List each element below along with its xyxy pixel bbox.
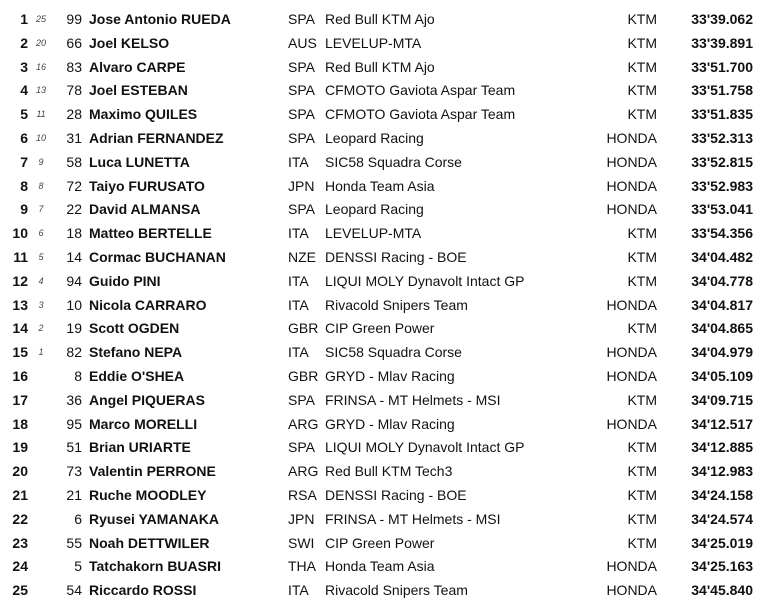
rider-number-cell: 54 [66,582,82,599]
rider-name-cell: Luca LUNETTA [89,153,190,170]
time-cell: 34'04.817 [691,296,753,313]
rider-name-cell: Adrian FERNANDEZ [89,130,224,146]
manufacturer-cell: HONDA [606,344,657,361]
team-cell: Honda Team Asia [325,177,435,194]
nationality-cell: GBR [288,368,319,384]
manufacturer-cell: HONDA [606,415,657,432]
time-cell: 33'51.700 [691,58,753,75]
rider-number-cell: 5 [74,558,82,575]
result-row [0,55,765,79]
rider-name-cell: Nicola CARRARO [89,296,207,313]
time-cell: 34'04.865 [691,320,753,337]
position-cell: 8 [20,177,28,194]
rider-number-cell: 6 [74,510,82,527]
team-cell: SIC58 Squadra Corse [325,344,462,361]
position-cell: 11 [13,249,28,265]
result-row [0,578,765,602]
team-cell: LEVELUP-MTA [325,225,422,242]
position-cell: 3 [20,58,28,75]
time-cell: 34'24.574 [691,510,753,527]
rider-name-cell: Noah DETTWILER [89,534,210,551]
team-cell: Leopard Racing [325,130,424,146]
points-cell: 1 [38,347,44,358]
nationality-cell: JPN [288,510,315,527]
rider-name-cell: Joel ESTEBAN [89,82,188,99]
points-cell: 13 [35,85,46,96]
position-cell: 13 [12,296,28,313]
nationality-cell: ITA [288,153,309,170]
position-cell: 21 [12,487,28,503]
position-cell: 6 [20,130,28,146]
time-cell: 33'54.356 [691,225,753,242]
position-cell: 16 [12,368,28,384]
nationality-cell: SPA [288,439,315,456]
team-cell: GRYD - Mlav Racing [325,368,455,384]
rider-name-cell: Scott OGDEN [89,320,180,337]
rider-name-cell: Taiyo FURUSATO [89,177,205,194]
result-row [0,245,765,269]
rider-number-cell: 83 [66,58,82,75]
team-cell: DENSSI Racing - BOE [325,487,467,503]
manufacturer-cell: HONDA [606,153,657,170]
points-cell: 10 [35,133,46,143]
rider-name-cell: Ruche MOODLEY [89,487,207,503]
rider-number-cell: 36 [66,391,82,408]
manufacturer-cell: HONDA [606,177,657,194]
team-cell: GRYD - Mlav Racing [325,415,455,432]
points-cell: 5 [38,252,44,262]
result-row [0,293,765,317]
time-cell: 34'12.885 [691,439,753,456]
team-cell: CIP Green Power [325,320,435,337]
result-row [0,364,765,388]
rider-name-cell: Valentin PERRONE [89,463,216,480]
points-cell: 3 [38,299,44,310]
time-cell: 34'04.482 [691,249,753,265]
rider-name-cell: Stefano NEPA [89,344,183,361]
rider-name-cell: David ALMANSA [89,201,201,218]
position-cell: 12 [12,272,28,289]
points-cell: 2 [38,323,44,334]
rider-number-cell: 10 [66,296,82,313]
rider-number-cell: 99 [66,11,82,27]
nationality-cell: ITA [288,296,309,313]
rider-number-cell: 21 [66,487,82,503]
manufacturer-cell: HONDA [606,558,657,575]
time-cell: 34'04.778 [691,272,753,289]
manufacturer-cell: KTM [627,82,657,99]
rider-name-cell: Tatchakorn BUASRI [89,558,221,575]
manufacturer-cell: KTM [627,34,657,51]
points-cell: 8 [38,180,44,191]
time-cell: 34'25.019 [691,534,753,551]
rider-name-cell: Ryusei YAMANAKA [89,510,219,527]
result-row [0,7,765,31]
points-cell: 16 [35,61,46,72]
result-row [0,507,765,531]
nationality-cell: SPA [288,11,315,27]
points-cell: 9 [38,156,44,167]
team-cell: Leopard Racing [325,201,424,218]
result-row [0,531,765,555]
points-cell: 25 [35,14,46,24]
time-cell: 33'39.891 [691,34,753,51]
time-cell: 34'05.109 [691,368,753,384]
rider-name-cell: Marco MORELLI [89,415,198,432]
nationality-cell: THA [288,558,316,575]
result-row [0,554,765,578]
nationality-cell: ITA [288,272,309,289]
manufacturer-cell: HONDA [606,368,657,384]
time-cell: 33'53.041 [691,201,753,218]
rider-name-cell: Eddie O'SHEA [89,368,185,384]
position-cell: 10 [12,225,28,242]
position-cell: 14 [12,320,28,337]
position-cell: 17 [12,391,28,408]
nationality-cell: SPA [288,82,315,99]
nationality-cell: AUS [288,34,317,51]
time-cell: 34'04.979 [691,344,753,361]
manufacturer-cell: KTM [627,487,657,503]
rider-name-cell: Angel PIQUERAS [89,391,205,408]
rider-name-cell: Maximo QUILES [89,106,198,123]
rider-number-cell: 51 [66,439,82,456]
time-cell: 34'09.715 [691,391,753,408]
nationality-cell: ITA [288,582,309,599]
manufacturer-cell: KTM [627,272,657,289]
rider-number-cell: 8 [74,368,82,384]
team-cell: SIC58 Squadra Corse [325,153,462,170]
position-cell: 2 [20,34,28,51]
team-cell: CFMOTO Gaviota Aspar Team [325,82,516,99]
result-row [0,435,765,459]
nationality-cell: SPA [288,58,315,75]
result-row [0,150,765,174]
manufacturer-cell: KTM [627,58,657,75]
manufacturer-cell: KTM [627,439,657,456]
rider-number-cell: 22 [66,201,82,218]
result-row [0,31,765,55]
nationality-cell: SPA [288,391,315,408]
time-cell: 34'45.840 [691,582,753,599]
points-cell: 7 [38,204,44,215]
result-row [0,388,765,412]
result-row [0,316,765,340]
manufacturer-cell: KTM [627,463,657,480]
manufacturer-cell: HONDA [606,582,657,599]
nationality-cell: NZE [288,249,316,265]
rider-name-cell: Brian URIARTE [89,439,191,456]
nationality-cell: SPA [288,130,315,146]
rider-name-cell: Cormac BUCHANAN [89,249,226,265]
rider-name-cell: Jose Antonio RUEDA [89,11,231,27]
position-cell: 22 [12,510,28,527]
result-row [0,483,765,507]
manufacturer-cell: KTM [627,320,657,337]
nationality-cell: SPA [288,106,315,123]
rider-name-cell: Alvaro CARPE [89,58,186,75]
points-cell: 20 [35,37,46,48]
nationality-cell: ITA [288,344,309,361]
time-cell: 33'51.835 [691,106,753,123]
position-cell: 15 [12,344,28,361]
rider-name-cell: Joel KELSO [89,34,170,51]
team-cell: CFMOTO Gaviota Aspar Team [325,106,516,123]
team-cell: CIP Green Power [325,534,435,551]
position-cell: 9 [20,201,28,218]
team-cell: LEVELUP-MTA [325,34,422,51]
points-cell: 4 [38,275,44,286]
rider-number-cell: 18 [66,225,82,242]
team-cell: Red Bull KTM Ajo [325,58,435,75]
rider-name-cell: Riccardo ROSSI [89,582,197,599]
manufacturer-cell: KTM [627,225,657,242]
result-row [0,102,765,126]
rider-number-cell: 28 [66,106,82,123]
rider-number-cell: 19 [66,320,82,337]
position-cell: 25 [12,582,28,599]
position-cell: 7 [20,153,28,170]
position-cell: 4 [20,82,28,99]
rider-number-cell: 95 [66,415,82,432]
nationality-cell: GBR [288,320,319,337]
manufacturer-cell: HONDA [606,130,657,146]
team-cell: Red Bull KTM Ajo [325,11,435,27]
team-cell: LIQUI MOLY Dynavolt Intact GP [325,272,525,289]
result-row [0,412,765,436]
time-cell: 33'52.983 [691,177,753,194]
time-cell: 34'12.517 [691,415,753,432]
time-cell: 34'12.983 [691,463,753,480]
position-cell: 23 [12,534,28,551]
rider-number-cell: 31 [66,130,82,146]
result-row [0,174,765,198]
rider-number-cell: 72 [66,177,82,194]
nationality-cell: ARG [288,463,319,480]
time-cell: 33'51.758 [691,82,753,99]
rider-number-cell: 55 [66,534,82,551]
manufacturer-cell: KTM [627,106,657,123]
rider-number-cell: 78 [66,82,82,99]
time-cell: 34'25.163 [691,558,753,575]
result-row [0,221,765,245]
rider-name-cell: Matteo BERTELLE [89,225,212,242]
time-cell: 33'39.062 [691,11,753,27]
rider-number-cell: 73 [66,463,82,480]
team-cell: Red Bull KTM Tech3 [325,463,453,480]
position-cell: 1 [20,11,28,27]
time-cell: 33'52.313 [691,130,753,146]
rider-name-cell: Guido PINI [89,272,161,289]
manufacturer-cell: KTM [627,534,657,551]
position-cell: 19 [12,439,28,456]
team-cell: LIQUI MOLY Dynavolt Intact GP [325,439,525,456]
result-row [0,197,765,221]
position-cell: 24 [12,558,28,575]
position-cell: 18 [12,415,28,432]
result-row [0,459,765,483]
team-cell: FRINSA - MT Helmets - MSI [325,391,501,408]
result-row [0,269,765,293]
team-cell: FRINSA - MT Helmets - MSI [325,510,501,527]
time-cell: 33'52.815 [691,153,753,170]
rider-number-cell: 58 [66,153,82,170]
nationality-cell: SWI [288,534,315,551]
team-cell: DENSSI Racing - BOE [325,249,467,265]
manufacturer-cell: KTM [627,391,657,408]
manufacturer-cell: HONDA [606,296,657,313]
position-cell: 20 [12,463,28,480]
rider-number-cell: 14 [66,249,82,265]
result-row [0,126,765,150]
nationality-cell: ITA [288,225,309,242]
points-cell: 6 [38,228,44,239]
position-cell: 5 [20,106,28,123]
rider-number-cell: 66 [66,34,82,51]
rider-number-cell: 94 [66,272,82,289]
nationality-cell: ARG [288,415,319,432]
result-row [0,340,765,364]
manufacturer-cell: HONDA [606,201,657,218]
points-cell: 11 [36,109,46,120]
team-cell: Rivacold Snipers Team [325,582,468,599]
manufacturer-cell: KTM [627,11,657,27]
nationality-cell: RSA [288,487,317,503]
team-cell: Honda Team Asia [325,558,435,575]
manufacturer-cell: KTM [627,249,657,265]
nationality-cell: JPN [288,177,315,194]
result-row [0,78,765,102]
team-cell: Rivacold Snipers Team [325,296,468,313]
rider-number-cell: 82 [66,344,82,361]
manufacturer-cell: KTM [627,510,657,527]
time-cell: 34'24.158 [691,487,753,503]
nationality-cell: SPA [288,201,315,218]
